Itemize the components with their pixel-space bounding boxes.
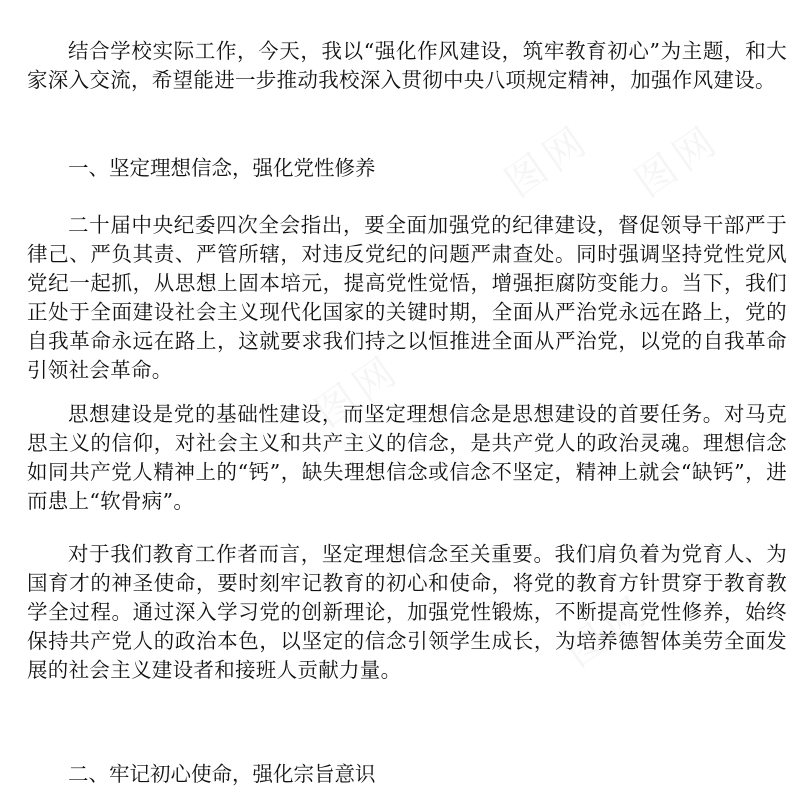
body-paragraph-1: 二十届中央纪委四次全会指出，要全面加强党的纪律建设，督促领导干部严于律己、严负其责、严管所辖，对违反党纪的问题严肃查处。同时强调坚持党性党风党纪一起抓，从思想上固本培元，提高党性觉悟，增强拒腐防变能力。当下，我们正处于全面建设社会主义现代化国家的关键时期，全面从严治党永远在路上，党的自我革命永远在路上，这就要求我们持之以恒推进全面从严治党，以党的自我革命引领社会革命。 <box>27 213 787 382</box>
watermark: 图网 <box>307 346 409 437</box>
section-heading-2: 二、牢记初心使命，强化宗旨意识 <box>68 762 376 786</box>
intro-paragraph: 结合学校实际工作，今天，我以“强化作风建设，筑牢教育初心”为主题，和大家深入交流，希望能进一步推动我校深入贯彻中央八项规定精神，加强作风建设。 <box>27 39 787 92</box>
section-heading-1: 一、坚定理想信念，强化党性修养 <box>68 156 376 180</box>
body-paragraph-2: 思想建设是党的基础性建设，而坚定理想信念是思想建设的首要任务。对马克思主义的信仰，对社会主义和共产主义的信念，是共产党人的政治灵魂。理想信念如同共产党人精神上的“钙”，缺失理想信念或信念不坚定，精神上就会“缺钙”，进而患上“软骨病”。 <box>27 402 787 513</box>
body-paragraph-3: 对于我们教育工作者而言，坚定理想信念至关重要。我们肩负着为党育人、为国育才的神圣使命，要时刻牢记教育的初心和使命，将党的教育方针贯穿于教育教学全过程。通过深入学习党的创新理论，加强党性锻炼，不断提高党性修养，始终保持共产党人的政治本色，以坚定的信念引领学生成长，为培养德智体美劳全面发展的社会主义建设者和接班人贡献力量。 <box>27 542 787 682</box>
watermark: 图网 <box>497 116 599 207</box>
watermark: 图网 <box>627 116 729 207</box>
watermark: 图网 <box>557 586 659 677</box>
